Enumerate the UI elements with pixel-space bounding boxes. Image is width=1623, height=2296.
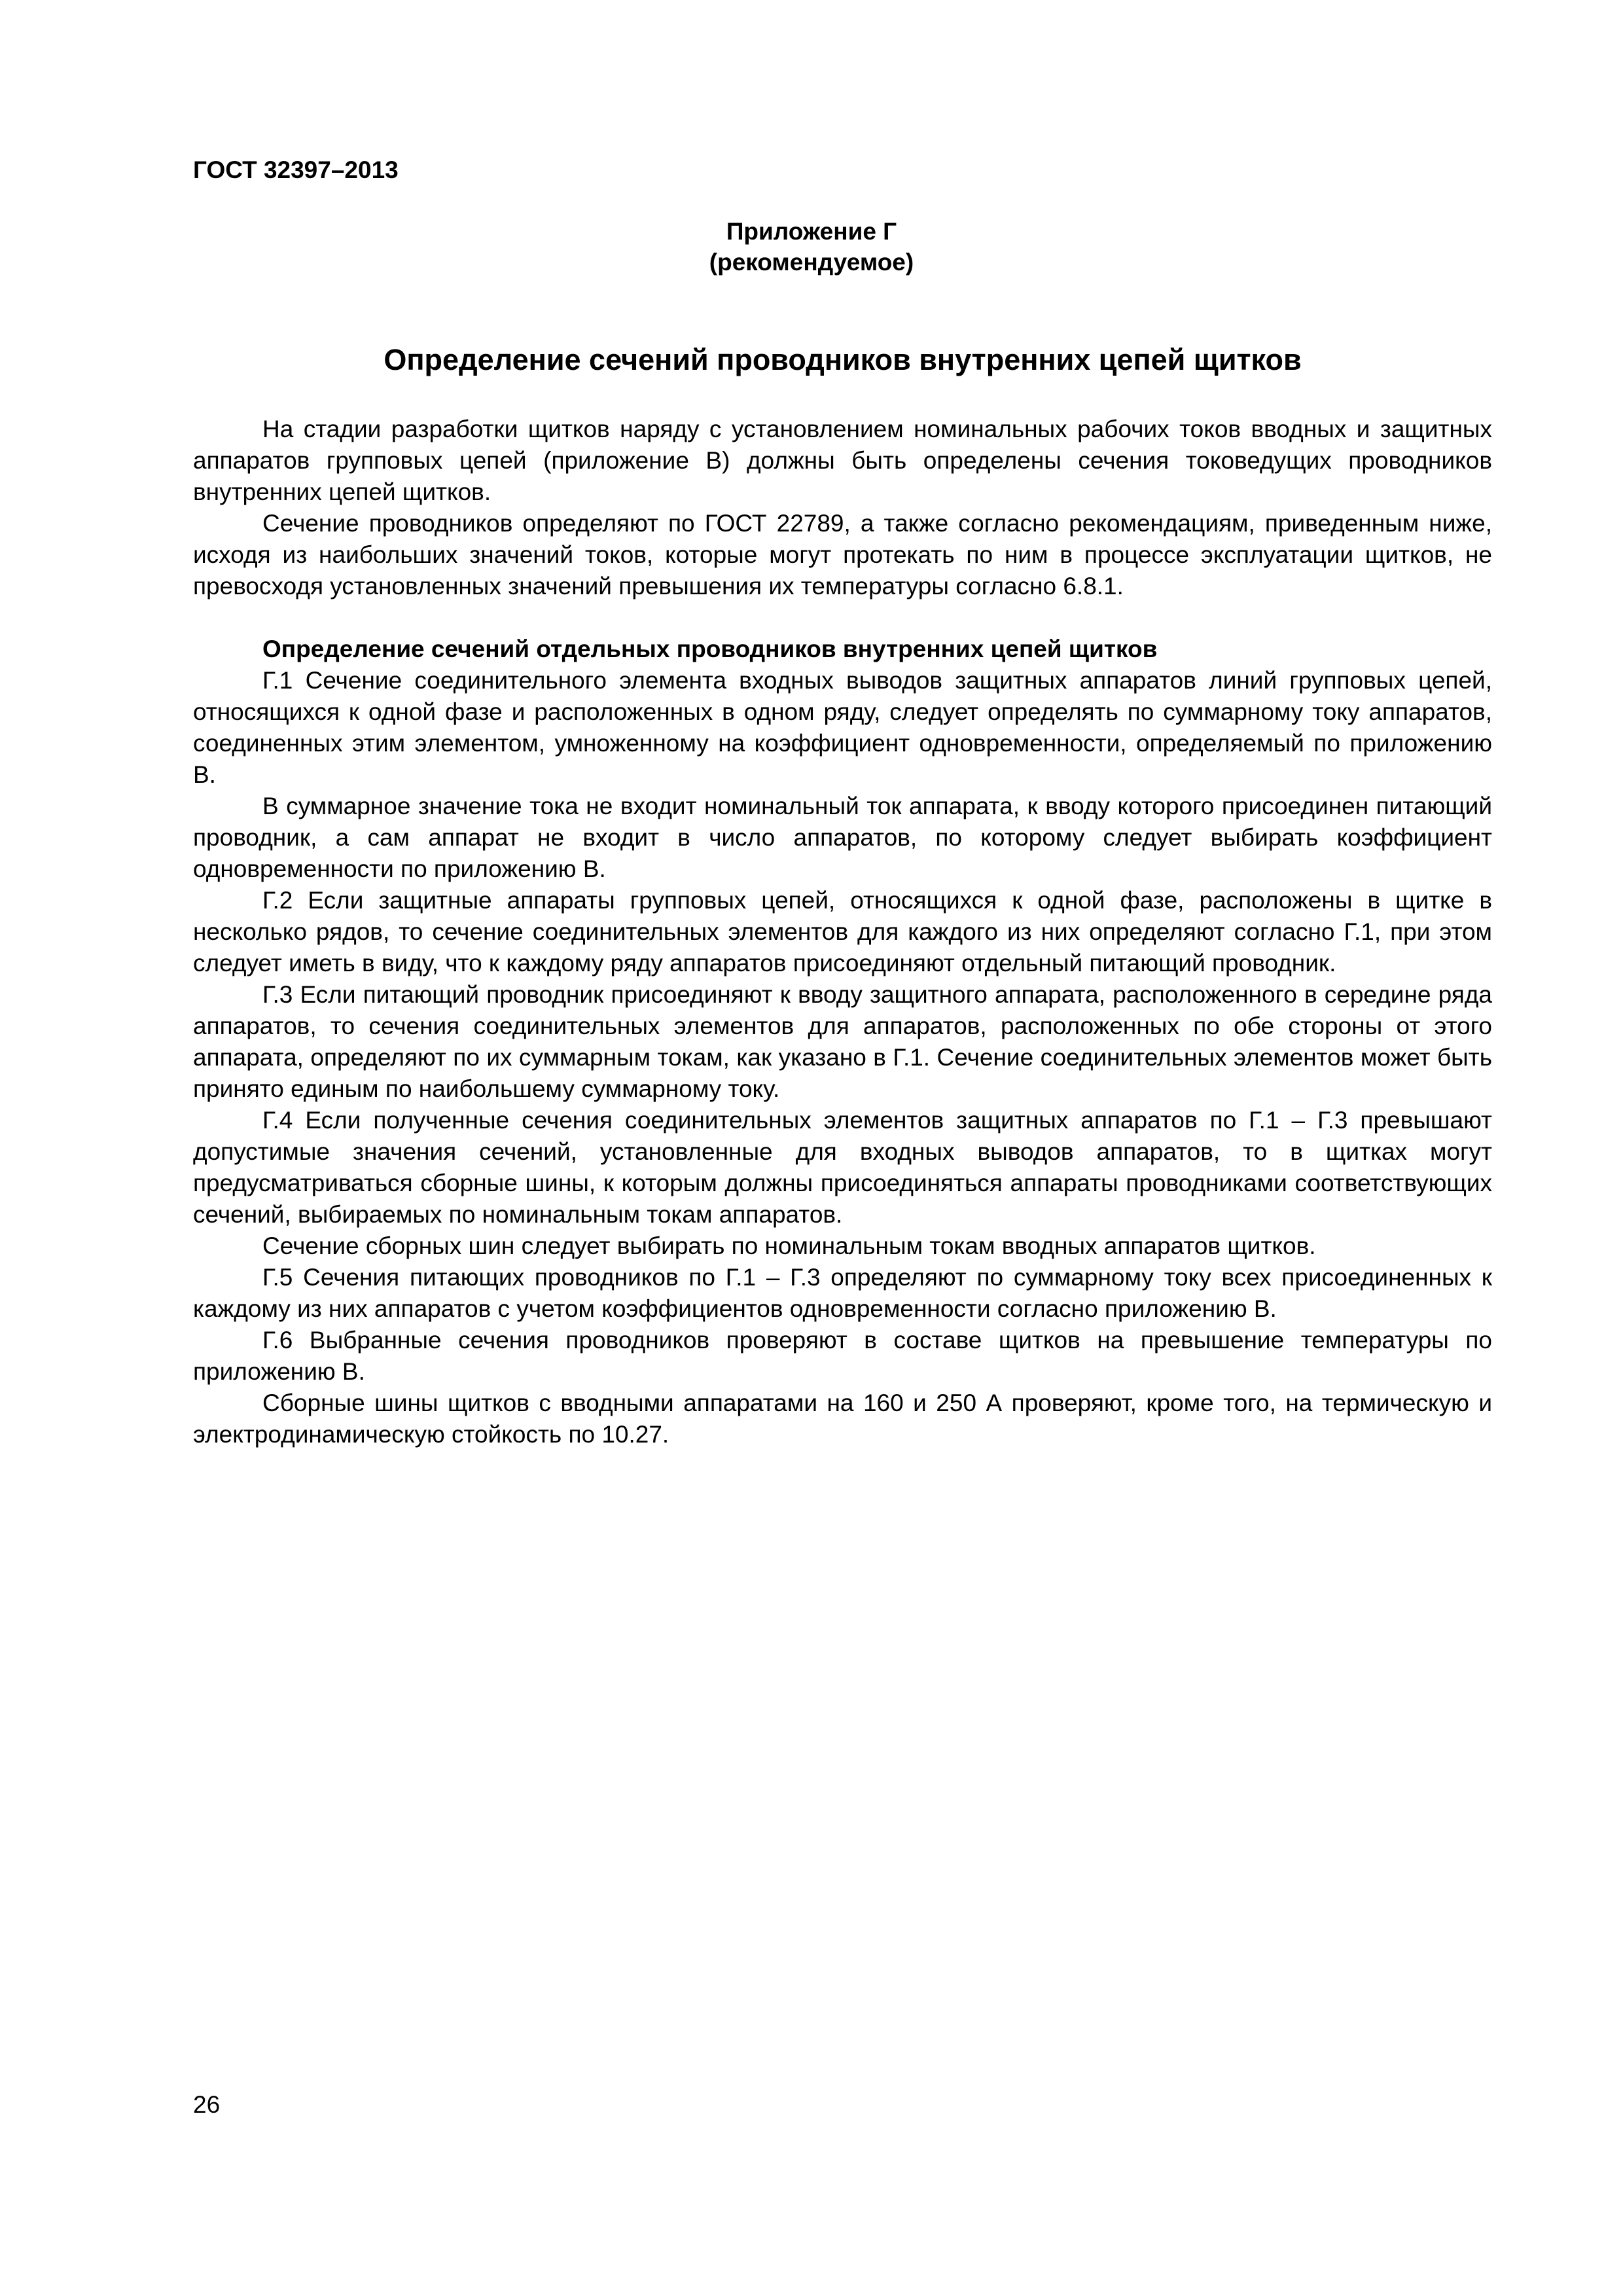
document-code-header: ГОСТ 32397–2013	[193, 156, 399, 183]
clause-paragraph: Г.5 Сечения питающих проводников по Г.1 – Г.3 определяют по суммарному току всех присоединенных к каждому из них аппаратов с учетом коэффициентов одновременности согласно приложению В.	[193, 1264, 1492, 1322]
clause-paragraph: Г.2 Если защитные аппараты групповых цепей, относящихся к одной фазе, расположены в щитке в несколько рядов, то сечение соединительных элементов для каждого из них определяют согласно Г.1, при этом следует иметь в виду, что к каждому ряду аппаратов присоединяют отдельный питающий проводник.	[193, 887, 1492, 977]
clause-paragraph: В суммарное значение тока не входит номинальный ток аппарата, к вводу которого присоединен питающий проводник, а сам аппарат не входит в число аппаратов, по которому следует выбирать коэффициент одновременности по приложению В.	[193, 793, 1492, 882]
appendix-status: (рекомендуемое)	[709, 249, 914, 276]
section-heading: Определение сечений отдельных проводников внутренних цепей щитков	[262, 636, 1158, 662]
clause-paragraph: Г.6 Выбранные сечения проводников проверяют в составе щитков на превышение температуры по приложению В.	[193, 1327, 1492, 1385]
intro-paragraph: Сечение проводников определяют по ГОСТ 22789, а также согласно рекомендациям, приведенным ниже, исходя из наибольших значений токов, которые могут протекать по ним в процессе эксплуатации щитков, не превосходя установленных значений превышения их температуры согласно 6.8.1.	[193, 510, 1492, 600]
clause-paragraph: Г.1 Сечение соединительного элемента входных выводов защитных аппаратов линий групповых цепей, относящихся к одной фазе и расположенных в одном ряду, следует определять по суммарному току аппаратов, соединенных этим элементом, умноженному на коэффициент одновременности, определяемый по приложению В.	[193, 667, 1492, 788]
page-number: 26	[193, 2091, 221, 2118]
appendix-heading	[0, 216, 1623, 278]
page-title: Определение сечений проводников внутренних цепей щитков	[383, 343, 1302, 376]
appendix-label: Приложение Г	[726, 218, 897, 245]
clause-paragraph: Сборные шины щитков с вводными аппаратами на 160 и 250 А проверяют, кроме того, на термическую и электродинамическую стойкость по 10.27.	[193, 1390, 1492, 1448]
clause-paragraph: Г.4 Если полученные сечения соединительных элементов защитных аппаратов по Г.1 – Г.3 превышают допустимые значения сечений, установленные для входных выводов аппаратов, то в щитках могут предусматриваться сборные шины, к которым должны присоединяться аппараты проводниками соответствующих сечений, выбираемых по номинальным токам аппаратов.	[193, 1107, 1492, 1228]
document-body	[193, 414, 1492, 1450]
clause-paragraph: Сечение сборных шин следует выбирать по номинальным токам вводных аппаратов щитков.	[262, 1232, 1316, 1259]
clause-paragraph: Г.3 Если питающий проводник присоединяют к вводу защитного аппарата, расположенного в середине ряда аппаратов, то сечения соединительных элементов для аппаратов, расположенных по обе стороны от этого аппарата, определяют по их суммарным токам, как указано в Г.1. Сечение соединительных элементов может быть принято единым по наибольшему суммарному току.	[193, 981, 1492, 1102]
intro-paragraph: На стадии разработки щитков наряду с установлением номинальных рабочих токов вводных и защитных аппаратов групповых цепей (приложение В) должны быть определены сечения токоведущих проводников внутренних цепей щитков.	[193, 416, 1492, 505]
